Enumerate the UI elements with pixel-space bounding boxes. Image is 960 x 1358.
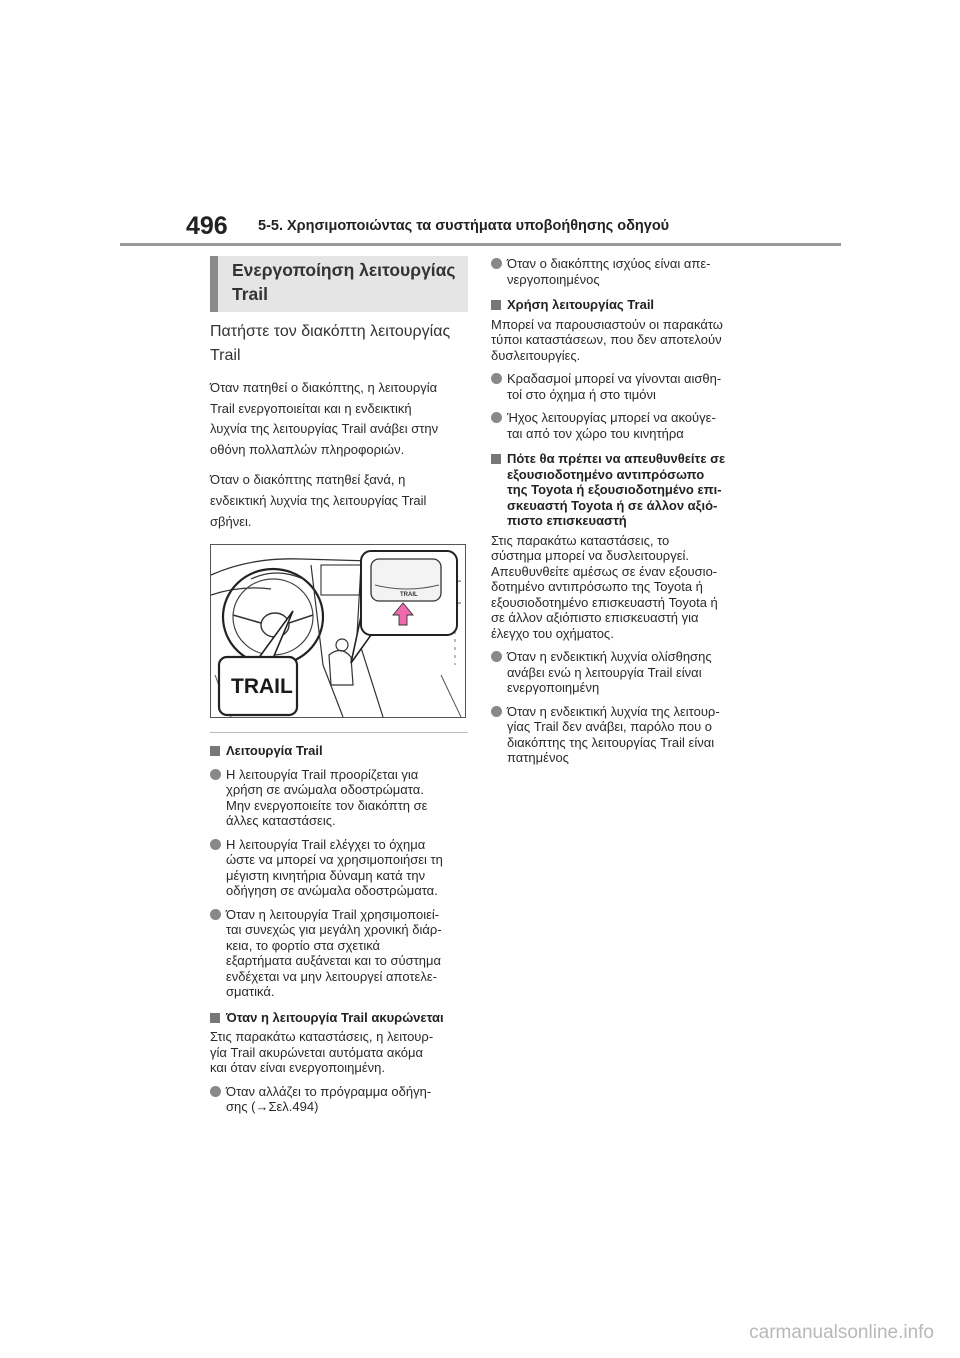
round-bullet-icon (491, 412, 502, 423)
figure-rule (210, 732, 468, 733)
round-bullet-icon (210, 1086, 221, 1097)
round-bullet-icon (491, 651, 502, 662)
list-item: Κραδασμοί μπορεί να γίνονται αισθη- τοί στο όχημα ή στο τιμόνι (491, 371, 759, 402)
square-bullet-icon (491, 454, 501, 464)
list-item: Όταν η ενδεικτική λυχνία ολίσθησης ανάβει ενώ η λειτουργία Trail είναι ενεργοποιημένη (491, 649, 759, 696)
list-item: Όταν αλλάζει το πρόγραμμα οδήγη- σης (→Σελ.494) (210, 1084, 468, 1115)
square-bullet-icon (210, 1013, 220, 1023)
header-rule (120, 243, 841, 246)
left-column (210, 256, 468, 1115)
paragraph-switch-off: Όταν ο διακόπτης πατηθεί ξανά, η ενδεικτική λυχνία της λειτουργίας Trail σβήνει. (210, 472, 427, 529)
round-bullet-icon (491, 706, 502, 717)
round-bullet-icon (491, 258, 502, 269)
round-bullet-icon (210, 839, 221, 850)
round-bullet-icon (210, 769, 221, 780)
subheading-trail-use: Χρήση λειτουργίας Trail (491, 297, 759, 313)
subheading-contact-dealer: Πότε θα πρέπει να απευθυνθείτε σε εξουσιοδοτημένο αντιπρόσωπο της Toyota ή εξουσιοδοτημένο επι- σκευαστή Toyota ή σε άλλον αξιό- πιστο επισκευαστή (491, 451, 759, 529)
list-item: Η λειτουργία Trail ελέγχει το όχημα ώστε να μπορεί να χρησιμοποιήσει τη μέγιστη κινητήρια δύναμη κατά την οδήγηση σε ανώμαλα οδοστρώματα. (210, 837, 468, 899)
watermark: carmanualsonline.info (749, 1322, 934, 1343)
trail-indicator-label: TRAIL (231, 675, 293, 699)
square-bullet-icon (491, 300, 501, 310)
square-bullet-icon (210, 746, 220, 756)
paragraph-switch-on: Όταν πατηθεί ο διακόπτης, η λειτουργία Trail ενεργοποιείται και η ενδεικτική λυχνία της λειτουργίας Trail ανάβει στην οθόνη πολλαπλών πληροφοριών. (210, 380, 439, 457)
page-number: 496 (186, 212, 228, 240)
heading-line: Ενεργοποίηση λειτουργίας (232, 260, 456, 280)
list-item: Η λειτουργία Trail προορίζεται για χρήση σε ανώμαλα οδοστρώματα. Μην ενεργοποιείτε τον διακόπτη σε άλλες καταστάσεις. (210, 767, 468, 829)
heading-line: Trail (232, 284, 268, 304)
section-heading (210, 256, 468, 312)
list-item: Όταν η λειτουργία Trail χρησιμοποιεί- ται συνεχώς για μεγάλη χρονική διάρ- κεια, το φορτίο στα σχετικά εξαρτήματα αυξάνεται και το σύστημα ενδέχεται να μην λειτουργεί αποτελε- σματικά. (210, 907, 468, 1000)
paragraph-cancel: Στις παρακάτω καταστάσεις, η λειτουρ- γία Trail ακυρώνεται αυτόματα ακόμα και όταν είναι ενεργοποιημένη. (210, 1029, 434, 1076)
list-item: Όταν η ενδεικτική λυχνία της λειτουρ- γίας Trail δεν ανάβει, παρόλο που ο διακόπτης της λειτουργίας Trail είναι πατημένος (491, 704, 759, 766)
paragraph-normal-conditions: Μπορεί να παρουσιαστούν οι παρακάτω τύποι καταστάσεων, που δεν αποτελούν δυσλειτουργίες. (491, 316, 723, 363)
round-bullet-icon (491, 373, 502, 384)
right-column (491, 256, 759, 766)
dashboard-drawing (211, 545, 465, 717)
trail-switch-illustration (210, 544, 466, 718)
list-item: Όταν ο διακόπτης ισχύος είναι απε- νεργοποιημένος (491, 256, 759, 287)
paragraph-malfunction: Στις παρακάτω καταστάσεις, το σύστημα μπορεί να δυσλειτουργεί. Απευθυνθείτε αμέσως σε έναν εξουσιο- δοτημένο αντιπρόσωπο της Toyota ή εξουσιοδοτημένο επισκευαστή Toyota ή σε άλλον αξιόπιστο επισκευαστή για έλεγχο του οχήματος. (491, 532, 718, 641)
section-title: 5-5. Χρησιμοποιώντας τα συστήματα υποβοήθησης οδηγού (258, 218, 670, 234)
list-item: Ήχος λειτουργίας μπορεί να ακούγε- ται από τον χώρο του κινητήρα (491, 410, 759, 441)
instruction: Πατήστε τον διακόπτη λειτουργίας Trail (210, 323, 451, 364)
subheading-trail-cancel: Όταν η λειτουργία Trail ακυρώνεται (210, 1010, 468, 1026)
round-bullet-icon (210, 909, 221, 920)
subheading-trail-mode: Λειτουργία Trail (210, 743, 468, 759)
switch-label-small: TRAIL (400, 592, 418, 599)
